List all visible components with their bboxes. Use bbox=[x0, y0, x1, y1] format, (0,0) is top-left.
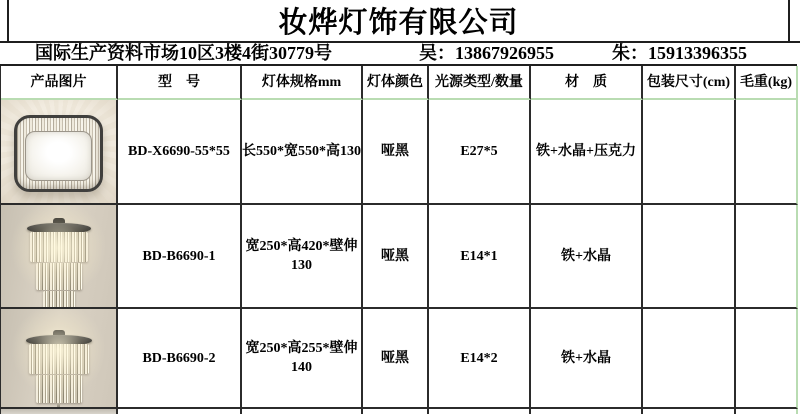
contact-row bbox=[0, 43, 797, 66]
cell-package-size-row2[interactable] bbox=[643, 205, 736, 309]
cell-size-row3[interactable]: 宽250*高255*壁伸140 bbox=[242, 309, 363, 409]
stub-cell bbox=[1, 409, 118, 414]
cell-model-row1[interactable]: BD-X6690-55*55 bbox=[118, 100, 242, 205]
stub-cell bbox=[643, 409, 736, 414]
product-photo-wall-lamp-1[interactable] bbox=[1, 205, 116, 307]
cell-package-size-row3[interactable] bbox=[643, 309, 736, 409]
cell-model-row2[interactable]: BD-B6690-1 bbox=[118, 205, 242, 309]
cell-body-color-row2[interactable]: 哑黑 bbox=[363, 205, 429, 309]
cell-gross-weight-row2[interactable] bbox=[736, 205, 798, 309]
crystal-tier-3 bbox=[43, 291, 75, 307]
crystal-tier-1 bbox=[30, 232, 88, 262]
company-address[interactable]: 国际生产资料市场10区3楼4街30779号 bbox=[35, 43, 332, 63]
title-right-border bbox=[788, 0, 790, 41]
contact-phone-zhu[interactable]: 朱：15913396355 bbox=[612, 43, 747, 63]
photo-cell-row2 bbox=[1, 205, 118, 309]
cell-gross-weight-row1[interactable] bbox=[736, 100, 798, 205]
cell-light-source-row2[interactable]: E14*1 bbox=[429, 205, 531, 309]
company-title[interactable]: 妆烨灯饰有限公司 bbox=[278, 7, 519, 39]
header-product-image[interactable]: 产品图片 bbox=[1, 66, 118, 100]
stub-cell bbox=[429, 409, 531, 414]
wall-lamp-body bbox=[26, 330, 92, 407]
spec-table bbox=[0, 66, 798, 414]
stub-cell bbox=[531, 409, 643, 414]
wall-lamp-body bbox=[27, 218, 91, 307]
cell-size-row2[interactable]: 宽250*高420*壁伸130 bbox=[242, 205, 363, 309]
contact-phone-wu[interactable]: 吴：13867926955 bbox=[419, 43, 554, 63]
stub-cell bbox=[118, 409, 242, 414]
title-left-border bbox=[7, 0, 9, 41]
crystal-drop-rod bbox=[57, 403, 60, 407]
stub-cell bbox=[363, 409, 429, 414]
stub-cell bbox=[242, 409, 363, 414]
cell-material-row2[interactable]: 铁+水晶 bbox=[531, 205, 643, 309]
title-row bbox=[0, 0, 800, 43]
cell-body-color-row1[interactable]: 哑黑 bbox=[363, 100, 429, 205]
crystal-tier-1 bbox=[29, 344, 89, 374]
photo-cell-row3 bbox=[1, 309, 118, 409]
cell-gross-weight-row3[interactable] bbox=[736, 309, 798, 409]
header-material[interactable]: 材 质 bbox=[531, 66, 643, 100]
cell-package-size-row1[interactable] bbox=[643, 100, 736, 205]
cell-material-row1[interactable]: 铁+水晶+压克力 bbox=[531, 100, 643, 205]
header-package-size[interactable]: 包装尺寸(cm) bbox=[643, 66, 736, 100]
cell-material-row3[interactable]: 铁+水晶 bbox=[531, 309, 643, 409]
header-model[interactable]: 型 号 bbox=[118, 66, 242, 100]
product-photo-wall-lamp-2[interactable] bbox=[1, 309, 116, 407]
header-gross-weight[interactable]: 毛重(kg) bbox=[736, 66, 798, 100]
stub-cell bbox=[736, 409, 798, 414]
lamp-crystal-frame bbox=[14, 115, 103, 192]
photo-cell-row1 bbox=[1, 100, 118, 205]
cell-light-source-row1[interactable]: E27*5 bbox=[429, 100, 531, 205]
cell-body-color-row3[interactable]: 哑黑 bbox=[363, 309, 429, 409]
header-body-color[interactable]: 灯体颜色 bbox=[363, 66, 429, 100]
lamp-diffuser bbox=[25, 131, 92, 181]
crystal-tier-2 bbox=[36, 375, 82, 403]
cell-size-row1[interactable]: 长550*宽550*高130 bbox=[242, 100, 363, 205]
cell-light-source-row3[interactable]: E14*2 bbox=[429, 309, 531, 409]
header-light-source[interactable]: 光源类型/数量 bbox=[429, 66, 531, 100]
product-photo-ceiling-lamp[interactable] bbox=[1, 100, 116, 203]
crystal-tier-2 bbox=[36, 263, 82, 290]
cell-model-row3[interactable]: BD-B6690-2 bbox=[118, 309, 242, 409]
header-size[interactable]: 灯体规格mm bbox=[242, 66, 363, 100]
